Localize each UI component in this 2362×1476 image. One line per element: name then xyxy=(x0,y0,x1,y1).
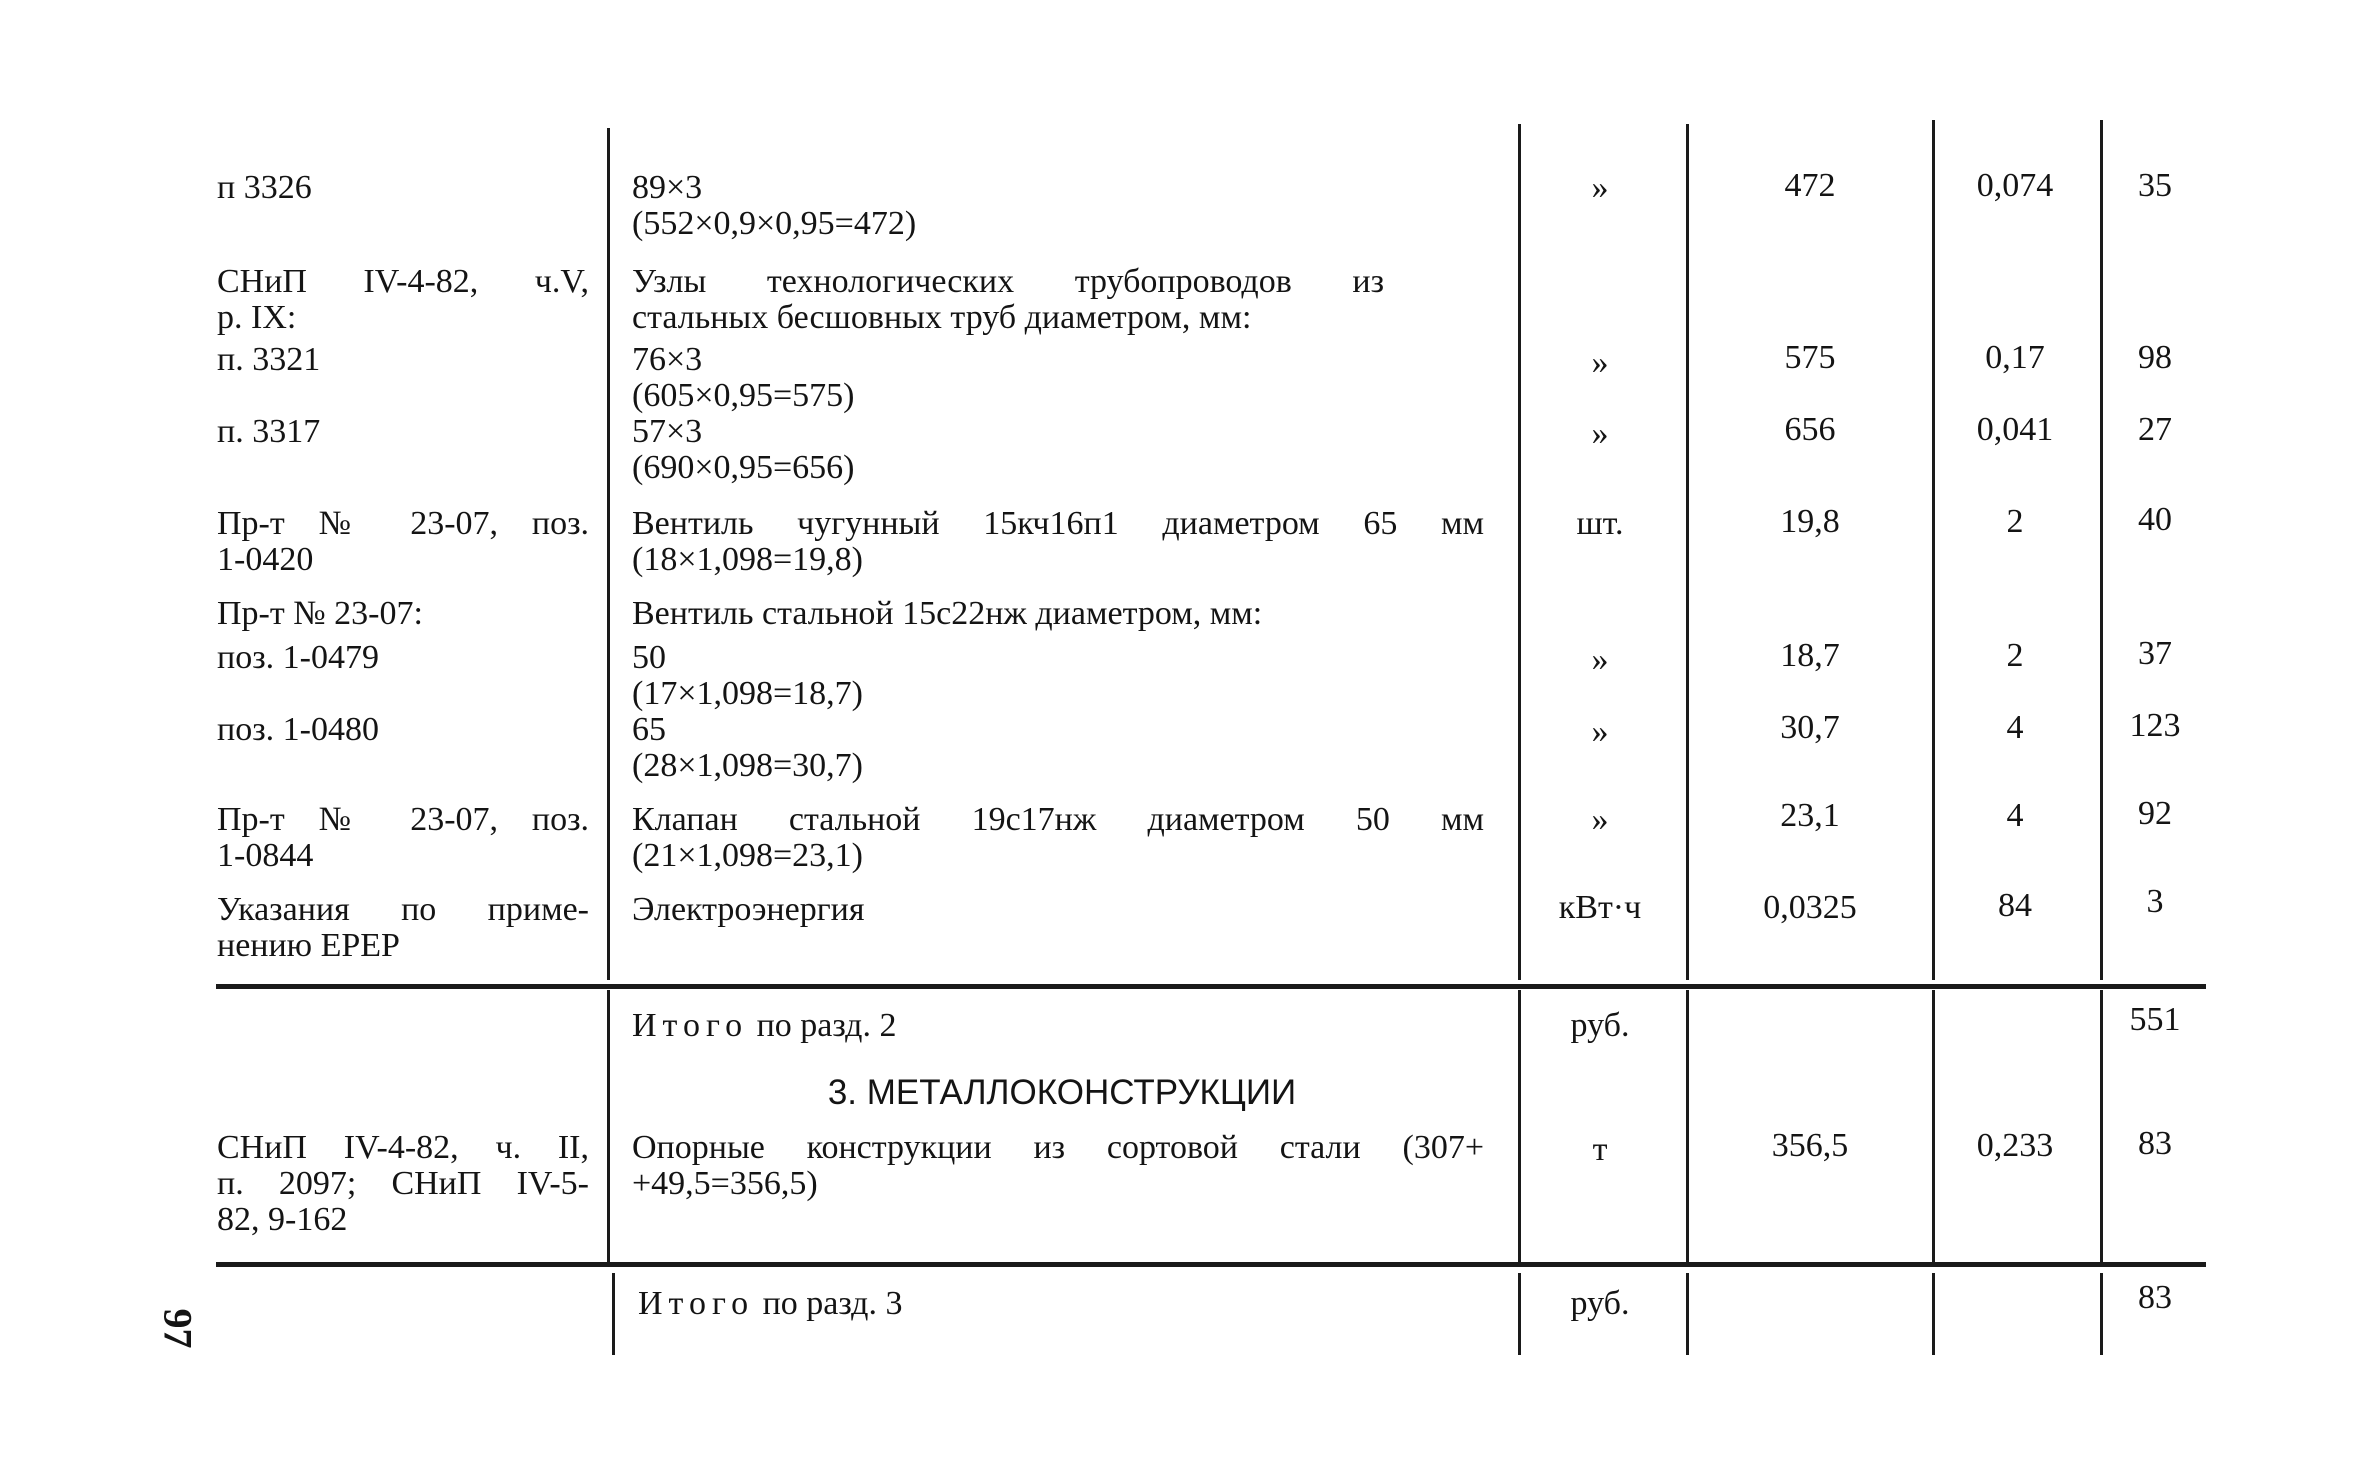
row-cost: 98 xyxy=(2138,339,2172,376)
row-ref: 1-0420 xyxy=(217,541,314,578)
row-unit: кВт·ч xyxy=(1558,889,1642,926)
row-unit: » xyxy=(1591,415,1609,452)
row-desc: (18×1,098=19,8) xyxy=(632,541,863,578)
row-norm: 2 xyxy=(2006,637,2024,674)
row-cost: 40 xyxy=(2138,501,2172,538)
row-qty: 656 xyxy=(1784,411,1836,448)
row-norm: 0,074 xyxy=(1976,167,2054,204)
row-desc: (17×1,098=18,7) xyxy=(632,675,863,712)
total-label-rest: по разд. 3 xyxy=(762,1285,903,1322)
row-desc: Электроэнергия xyxy=(632,891,865,928)
row-ref: Пр-т № 23-07, поз. xyxy=(217,505,589,542)
row-norm: 4 xyxy=(2006,797,2024,834)
column-rule xyxy=(612,1273,615,1355)
row-cost: 3 xyxy=(2146,883,2164,920)
row-norm: 0,233 xyxy=(1976,1127,2054,1164)
row-ref: п 3326 xyxy=(217,169,312,206)
row-desc: 50 xyxy=(632,639,666,676)
column-rule xyxy=(1686,124,1689,980)
row-desc: (690×0,95=656) xyxy=(632,449,855,486)
row-qty: 30,7 xyxy=(1780,709,1840,746)
row-unit: » xyxy=(1591,344,1609,381)
row-ref: 82, 9-162 xyxy=(217,1201,348,1238)
row-ref: Указания по приме- xyxy=(217,891,589,928)
column-rule xyxy=(1932,1273,1935,1355)
total-section-3-unit: руб. xyxy=(1570,1285,1630,1322)
total-label-rest: по разд. 2 xyxy=(756,1007,897,1044)
section-rule xyxy=(216,1262,2206,1267)
row-cost: 123 xyxy=(2129,707,2181,744)
row-norm: 84 xyxy=(1998,887,2032,924)
row-unit: » xyxy=(1591,801,1609,838)
row-norm: 0,041 xyxy=(1976,411,2054,448)
column-rule xyxy=(2100,120,2103,980)
row-ref: Пр-т № 23-07: xyxy=(217,595,423,632)
row-unit: т xyxy=(1592,1131,1608,1168)
row-qty: 472 xyxy=(1784,167,1836,204)
section-rule xyxy=(216,984,2206,989)
row-ref: Пр-т № 23-07, поз. xyxy=(217,801,589,838)
row-unit: » xyxy=(1591,169,1609,206)
column-rule xyxy=(1518,124,1521,980)
row-desc: Клапан стальной 19с17нж диаметром 50 мм xyxy=(632,801,1484,838)
row-qty: 0,0325 xyxy=(1763,889,1857,926)
row-cost: 35 xyxy=(2138,167,2172,204)
row-ref: поз. 1-0479 xyxy=(217,639,379,676)
row-qty: 23,1 xyxy=(1780,797,1840,834)
row-desc: Вентиль чугунный 15кч16п1 диаметром 65 мм xyxy=(632,505,1484,542)
row-ref: 1-0844 xyxy=(217,837,314,874)
row-desc: 57×3 xyxy=(632,413,703,450)
row-desc: (28×1,098=30,7) xyxy=(632,747,863,784)
row-desc: (552×0,9×0,95=472) xyxy=(632,205,917,242)
row-desc: (21×1,098=23,1) xyxy=(632,837,863,874)
row-unit: » xyxy=(1591,713,1609,750)
row-desc: 89×3 xyxy=(632,169,703,206)
row-ref: поз. 1-0480 xyxy=(217,711,379,748)
row-ref: п. 3317 xyxy=(217,413,321,450)
row-qty: 356,5 xyxy=(1771,1127,1849,1164)
row-ref: р. IX: xyxy=(217,299,297,336)
total-section-2-unit: руб. xyxy=(1570,1007,1630,1044)
row-desc: 76×3 xyxy=(632,341,703,378)
row-qty: 19,8 xyxy=(1780,503,1840,540)
row-desc: (605×0,95=575) xyxy=(632,377,855,414)
total-label-spaced: Итого xyxy=(632,1007,749,1044)
row-norm: 0,17 xyxy=(1985,339,2045,376)
section-3-heading: 3. МЕТАЛЛОКОНСТРУКЦИИ xyxy=(827,1073,1297,1112)
column-rule xyxy=(607,990,610,1267)
row-cost: 27 xyxy=(2138,411,2172,448)
row-cost: 92 xyxy=(2138,795,2172,832)
row-ref: п. 3321 xyxy=(217,341,321,378)
page-number: 97 xyxy=(155,1308,201,1349)
row-ref: СНиП IV-4-82, ч.V, xyxy=(217,263,589,300)
row-cost: 83 xyxy=(2138,1125,2172,1162)
row-unit: » xyxy=(1591,641,1609,678)
column-rule xyxy=(1932,120,1935,980)
row-desc: 65 xyxy=(632,711,666,748)
row-cost: 37 xyxy=(2138,635,2172,672)
column-rule xyxy=(607,128,610,980)
row-desc: +49,5=356,5) xyxy=(632,1165,818,1202)
row-ref: нению ЕРЕР xyxy=(217,927,400,964)
row-norm: 4 xyxy=(2006,709,2024,746)
row-ref: СНиП IV-4-82, ч. II, xyxy=(217,1129,589,1166)
total-section-3-label xyxy=(638,1286,902,1322)
row-desc: Вентиль стальной 15с22нж диаметром, мм: xyxy=(632,595,1263,632)
total-section-2-label xyxy=(632,1008,896,1044)
row-norm: 2 xyxy=(2006,503,2024,540)
total-label-spaced: Итого xyxy=(638,1285,755,1322)
row-desc: стальных бесшовных труб диаметром, мм: xyxy=(632,299,1252,336)
row-qty: 18,7 xyxy=(1780,637,1840,674)
row-qty: 575 xyxy=(1784,339,1836,376)
row-desc: Опорные конструкции из сортовой стали (307+ xyxy=(632,1129,1484,1166)
row-desc: Узлы технологических трубопроводов из xyxy=(632,263,1384,300)
row-ref: п. 2097; СНиП IV-5- xyxy=(217,1165,589,1202)
total-section-3-cost: 83 xyxy=(2138,1279,2172,1316)
row-unit: шт. xyxy=(1576,505,1624,542)
total-section-2-cost: 551 xyxy=(2129,1001,2181,1038)
